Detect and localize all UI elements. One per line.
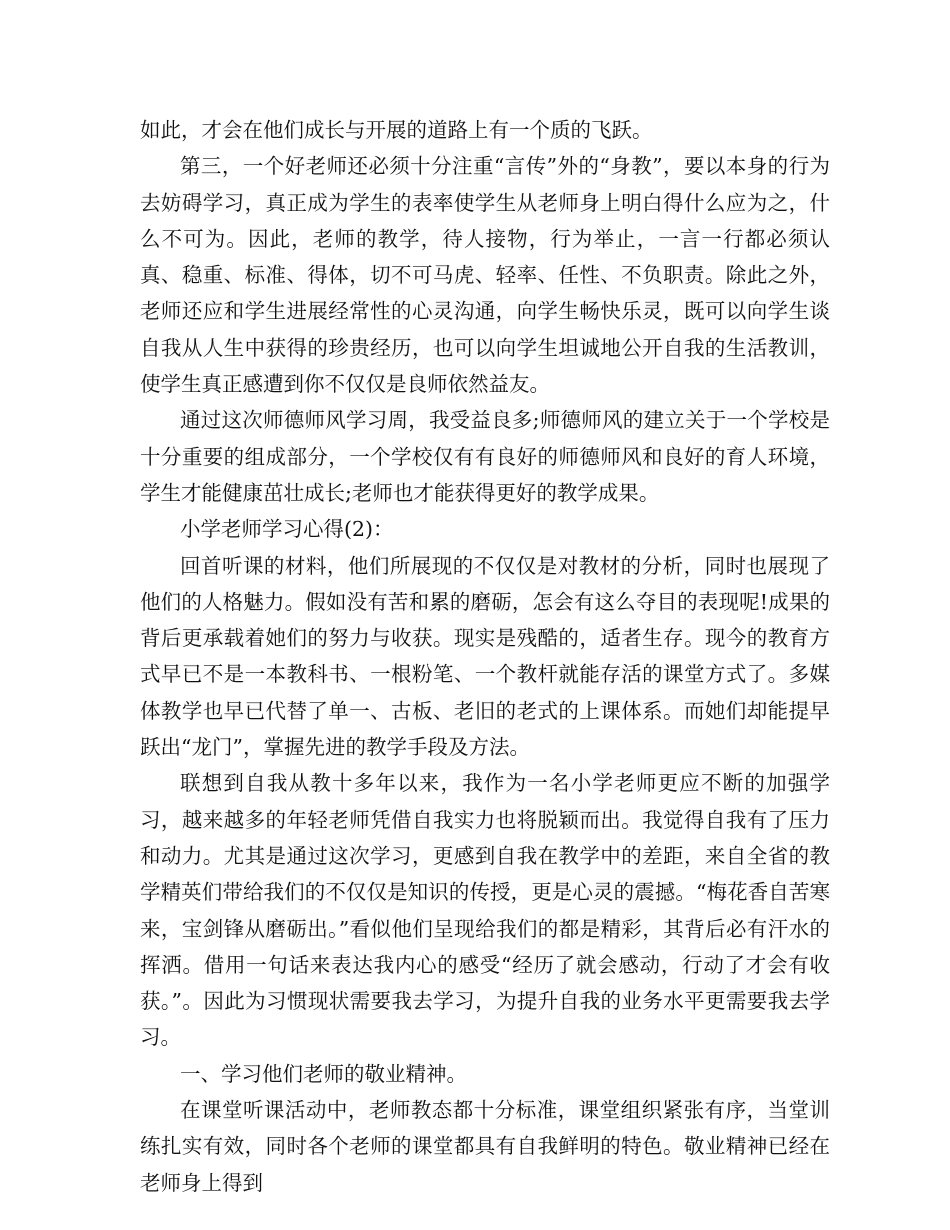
document-body	[140, 112, 830, 1201]
paragraph-6: 在课堂听课活动中，老师教态都十分标准，课堂组织紧张有序，当堂训练扎实有效，同时各个老师的课堂都具有自我鲜明的特色。敬业精神已经在老师身上得到	[140, 1098, 830, 1195]
paragraph-4: 回首听课的材料，他们所展现的不仅仅是对教材的分析，同时也展现了他们的人格魅力。假如没有苦和累的磨砺，怎会有这么夺目的表现呢!成果的背后更承载着她们的努力与收获。现实是残酷的，适者生存。现今的教育方式早已不是一本教科书、一根粉笔、一个教杆就能存活的课堂方式了。多媒体教学也早已代替了单一、古板、老旧的老式的上课体系。而她们却能提早跃出“龙门”，掌握先进的教学手段及方法。	[140, 553, 830, 760]
subheading-1: 一、学习他们老师的敬业精神。	[180, 1061, 467, 1086]
paragraph-1: 如此，才会在他们成长与开展的道路上有一个质的飞跃。	[140, 118, 653, 142]
paragraph-2: 第三，一个好老师还必须十分注重“言传”外的“身教”，要以本身的行为去妨碍学习，真正成为学生的表率使学生从老师身上明白得什么应为之，什么不可为。因此，老师的教学，待人接物，行为举止，一言一行都必须认真、稳重、标准、得体，切不可马虎、轻率、任性、不负职责。除此之外，老师还应和学生进展经常性的心灵沟通，向学生畅快乐灵，既可以向学生谈自我从人生中获得的珍贵经历，也可以向学生坦诚地公开自我的生活教训，使学生真正感遭到你不仅仅是良师依然益友。	[140, 154, 830, 397]
section-heading-2: 小学老师学习心得(2)：	[180, 517, 394, 542]
paragraph-3: 通过这次师德师风学习周，我受益良多;师德师风的建立关于一个学校是十分重要的组成部分，一个学校仅有有良好的师德师风和良好的育人环境，学生才能健康茁壮成长;老师也才能获得更好的教学成果。	[140, 408, 830, 505]
paragraph-5: 联想到自我从教十多年以来，我作为一名小学老师更应不断的加强学习，越来越多的年轻老师凭借自我实力也将脱颖而出。我觉得自我有了压力和动力。尤其是通过这次学习，更感到自我在教学中的差距，来自全省的教学精英们带给我们的不仅仅是知识的传授，更是心灵的震撼。“梅花香自苦寒来，宝剑锋从磨砺出。”看似他们呈现给我们的都是精彩，其背后必有汗水的挥洒。借用一句话来表达我内心的感受“经历了就会感动，行动了才会有收获。”。因此为习惯现状需要我去学习，为提升自我的业务水平更需要我去学习。	[140, 771, 830, 1050]
